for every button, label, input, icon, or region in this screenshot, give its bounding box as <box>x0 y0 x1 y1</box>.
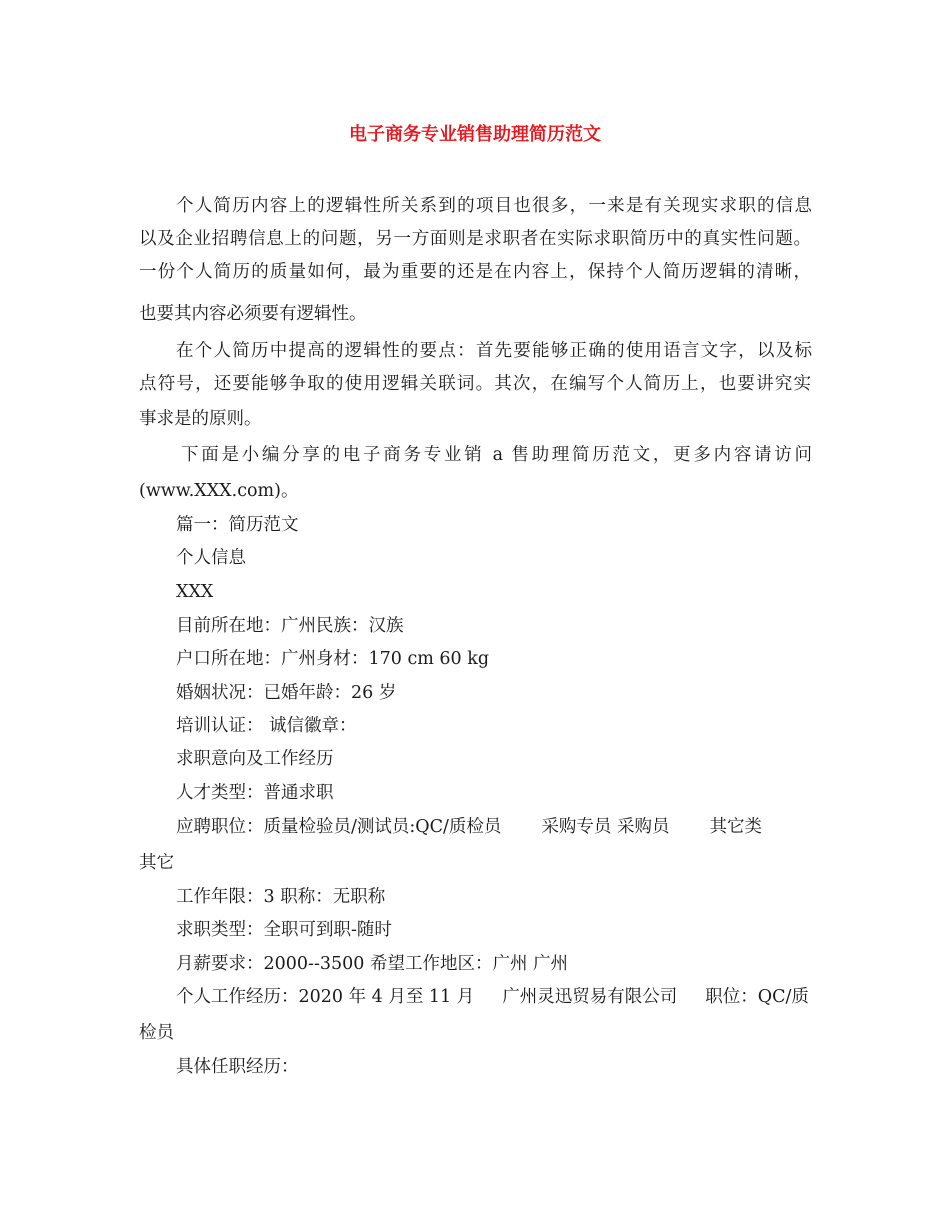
years-line: 工作年限：3 职称：无职称 <box>176 887 386 907</box>
intro-p3-line-1: 下面是小编分享的电子商务专业销 a 售助理简历范文，更多内容请访问 <box>181 445 812 465</box>
hukou-line: 户口所在地：广州身材：170 cm 60 kg <box>176 649 490 669</box>
intro-p1-line-4: 也要其内容必须要有逻辑性。 <box>139 304 367 324</box>
intro-p3-line-2: (www.XXX.com)。 <box>139 481 299 501</box>
intro-p1-line-2: 以及企业招聘信息上的问题，另一方面则是求职者在实际求职简历中的真实性问题。 <box>139 229 811 249</box>
intro-p2-line-3: 事求是的原则。 <box>139 409 262 429</box>
marital-line: 婚姻状况：已婚年龄：26 岁 <box>176 683 397 703</box>
position-other: 其它类 <box>709 817 762 837</box>
intro-p2-line-1: 在个人简历中提高的逻辑性的要点：首先要能够正确的使用语言文字，以及标 <box>176 341 812 361</box>
job-type-line: 求职类型：全职可到职-随时 <box>176 920 392 940</box>
position-line <box>176 814 762 840</box>
duties-heading: 具体任职经历： <box>176 1057 299 1077</box>
experience-line-cont: 检员 <box>139 1023 174 1043</box>
experience-position: 职位：QC/质 <box>705 987 809 1007</box>
applicant-name: XXX <box>176 582 214 602</box>
location-line: 目前所在地：广州民族：汉族 <box>176 616 404 636</box>
intro-p1-line-3: 一份个人简历的质量如何，最为重要的还是在内容上，保持个人简历逻辑的清晰， <box>139 262 811 282</box>
position-main: 应聘职位：质量检验员/测试员:QC/质检员 <box>176 817 502 837</box>
intro-p2-line-2: 点符号，还要能够争取的使用逻辑关联词。其次，在编写个人简历上，也要讲究实 <box>139 374 811 394</box>
training-line: 培训认证： 诚信徽章： <box>176 716 357 736</box>
experience-line <box>176 984 809 1010</box>
job-intent-heading: 求职意向及工作经历 <box>176 749 334 769</box>
salary-line: 月薪要求：2000--3500 希望工作地区：广州 广州 <box>176 954 569 974</box>
position-line-cont: 其它 <box>139 853 174 873</box>
experience-period: 个人工作经历：2020 年 4 月至 11 月 <box>176 987 475 1007</box>
intro-p1-line-1: 个人简历内容上的逻辑性所关系到的项目也很多，一来是有关现实求职的信息 <box>176 196 812 216</box>
experience-company: 广州灵迅贸易有限公司 <box>502 987 678 1007</box>
personal-info-heading: 个人信息 <box>176 548 246 568</box>
position-secondary: 采购专员 采购员 <box>541 817 670 837</box>
talent-type-line: 人才类型：普通求职 <box>176 783 334 803</box>
resume-section-heading: 篇一：简历范文 <box>176 515 299 535</box>
document-title: 电子商务专业销售助理简历范文 <box>349 124 601 145</box>
